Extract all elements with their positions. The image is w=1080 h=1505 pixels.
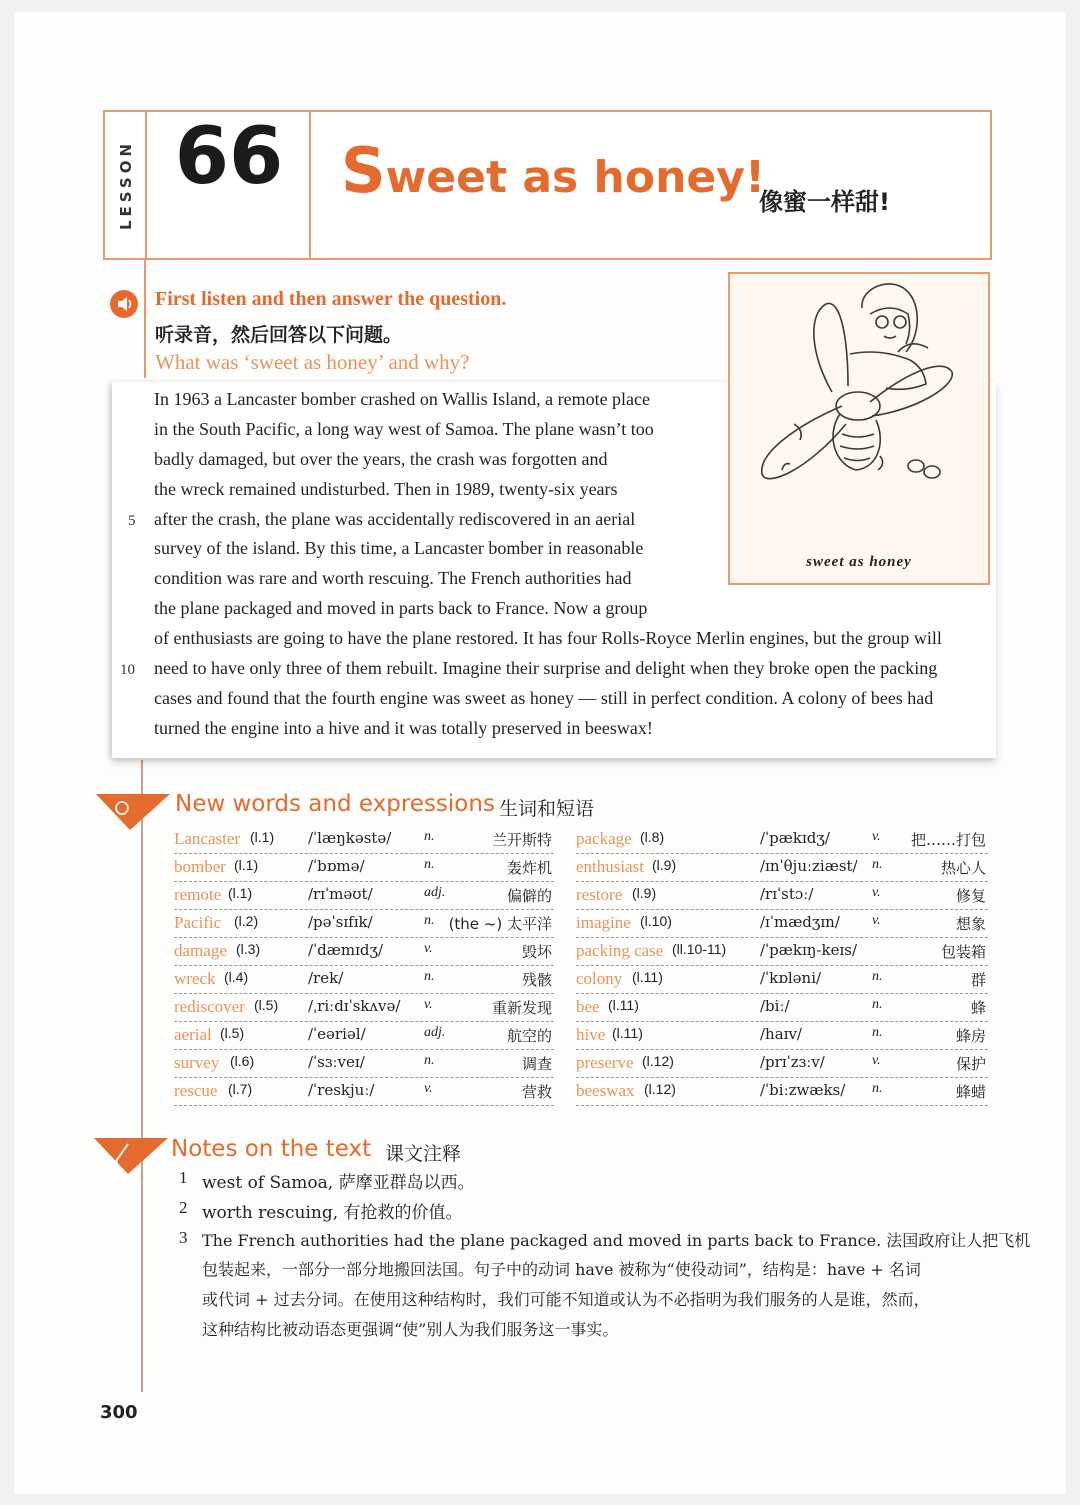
vocab-ref: (l.9)	[632, 885, 657, 901]
line-number: 10	[120, 662, 135, 678]
notes-section-title-cn: 课文注释	[385, 1143, 462, 1165]
vocab-word: rescue	[174, 1081, 218, 1100]
vocab-row	[576, 826, 988, 854]
vocab-cn: 蜂	[970, 999, 986, 1017]
vocab-row	[576, 1078, 988, 1106]
vocab-word: packing case	[576, 941, 664, 960]
vocab-pos: n.	[424, 969, 435, 984]
vocab-pos: adj.	[424, 1025, 446, 1040]
lesson-label-cell	[105, 112, 147, 258]
vocab-ipa: /ˈkɒləni/	[760, 969, 822, 987]
vocab-section-title-cn: 生词和短语	[499, 798, 595, 820]
vocab-ref: (l.4)	[224, 969, 249, 985]
note-text: west of Samoa, 萨摩亚群岛以西。	[202, 1173, 475, 1193]
vocab-ipa: /ˈreskjuː/	[308, 1081, 375, 1099]
vocab-ipa: /rɪˈməʊt/	[308, 885, 373, 903]
passage-line: cases and found that the fourth engine was sweet as honey — still in perfect condition. A colony of bees had	[154, 688, 934, 708]
title-initial: S	[341, 134, 386, 207]
lesson-label: LESSON	[117, 139, 135, 231]
line-number: 5	[128, 513, 136, 529]
vocab-pos: v.	[424, 1081, 433, 1096]
note-number: 3	[179, 1228, 188, 1247]
note-text: 或代词 + 过去分词。在使用这种结构时，我们可能不知道或认为不必指明为我们服务的人是谁，然而，	[202, 1290, 930, 1309]
vocab-ipa: /haɪv/	[760, 1025, 802, 1043]
vocab-cn: 毁坏	[521, 943, 552, 961]
vocab-ref: (l.7)	[228, 1081, 253, 1097]
vocab-ipa: /ˌriːdɪˈskʌvə/	[308, 997, 401, 1015]
note-text: 包装起来，一部分一部分地搬回法国。句子中的动词 have 被称为“使役动词”，结构是：have + 名词	[202, 1260, 921, 1279]
listen-instruction: First listen and then answer the question.	[155, 288, 507, 310]
vocab-pos: v.	[872, 885, 881, 900]
lesson-number: 66	[149, 112, 311, 258]
vocab-row	[174, 1050, 554, 1078]
vocab-pos: n.	[872, 997, 883, 1012]
vocab-word: restore	[576, 885, 623, 904]
vocab-pos: v.	[424, 997, 433, 1012]
vocab-ipa: /ˈpækɪdʒ/	[760, 829, 830, 847]
lightbulb-icon	[96, 790, 170, 830]
vocab-pos: n.	[872, 969, 883, 984]
passage-line: the plane packaged and moved in parts back to France. Now a group	[154, 598, 648, 618]
vocab-row	[576, 910, 988, 938]
comprehension-question: What was ‘sweet as honey’ and why?	[155, 350, 470, 374]
lesson-header	[103, 110, 992, 260]
vocab-word: survey	[174, 1053, 220, 1072]
illustration	[728, 272, 990, 585]
vocab-ipa: /ˈsɜːveɪ/	[308, 1053, 365, 1071]
lesson-title	[341, 134, 765, 207]
vocab-cn: 保护	[955, 1055, 986, 1073]
illustration-caption: sweet as honey	[806, 554, 912, 570]
vocab-row	[174, 994, 554, 1022]
vocab-row	[576, 1022, 988, 1050]
vocab-cn: 航空的	[506, 1027, 552, 1045]
vocab-ipa: /rɪˈstɔː/	[760, 885, 814, 903]
vocab-pos: adj.	[424, 885, 446, 900]
vocab-cn: 群	[970, 971, 986, 989]
vocab-ref: (l.1)	[250, 829, 275, 845]
vocab-ref: (l.5)	[220, 1025, 245, 1041]
vocab-ref: (l.11)	[632, 969, 663, 985]
vocab-cn: 残骸	[521, 971, 552, 989]
vocab-row	[576, 994, 988, 1022]
vocab-pos: n.	[872, 1025, 883, 1040]
title-rest: weet as honey!	[385, 152, 766, 203]
vocab-word: enthusiast	[576, 857, 644, 876]
vocab-cn: 营救	[521, 1083, 552, 1101]
vocab-cn: 兰开斯特	[491, 831, 552, 849]
vocab-row	[576, 966, 988, 994]
vocab-cn: 修复	[955, 887, 986, 905]
note-number: 2	[179, 1198, 188, 1217]
vocab-pos: v.	[872, 829, 881, 844]
vocab-row	[174, 938, 554, 966]
vocab-cn: 调查	[521, 1055, 552, 1073]
vocab-cn: 想象	[955, 915, 986, 933]
vocab-ref: (l.11)	[608, 997, 639, 1013]
listen-instruction-cn: 听录音，然后回答以下问题。	[155, 324, 403, 346]
vocab-pos: n.	[872, 857, 883, 872]
vocab-ref: (l.12)	[642, 1053, 674, 1069]
vocab-ref: (l.8)	[640, 829, 665, 845]
vocab-pos: v.	[872, 913, 881, 928]
vocab-cn: 蜂房	[955, 1027, 986, 1045]
page-number: 300	[100, 1402, 138, 1423]
vocab-section-title: New words and expressions	[175, 791, 495, 817]
passage-line: of enthusiasts are going to have the plane restored. It has four Rolls-Royce Merlin engines, but the group will	[154, 628, 942, 648]
vocab-word: package	[576, 829, 632, 848]
vocab-ref: (l.10)	[640, 913, 672, 929]
pilot-propeller-illustration	[730, 274, 988, 549]
vocab-pos: n.	[424, 857, 435, 872]
vocab-word: damage	[174, 941, 227, 960]
passage-line: survey of the island. By this time, a Lancaster bomber in reasonable	[154, 538, 644, 558]
passage-line: in the South Pacific, a long way west of Samoa. The plane wasn’t too	[154, 419, 654, 439]
vocab-cn: 热心人	[940, 859, 986, 877]
pen-icon	[94, 1134, 168, 1174]
vocab-pos: v.	[424, 941, 433, 956]
vocab-word: bee	[576, 997, 600, 1016]
vocab-word: colony	[576, 969, 623, 988]
vocab-ipa: /pəˈsɪfɪk/	[308, 913, 373, 931]
vocab-word: remote	[174, 885, 222, 904]
vocab-cn: 蜂蜡	[955, 1083, 986, 1101]
vocab-pos: v.	[872, 1053, 881, 1068]
vocab-word: Lancaster	[174, 829, 241, 848]
vocab-ipa: /ˈeəriəl/	[308, 1025, 366, 1043]
vocab-word: beeswax	[576, 1081, 635, 1100]
vocab-word: preserve	[576, 1053, 634, 1072]
passage-line: turned the engine into a hive and it was totally preserved in beeswax!	[154, 718, 653, 738]
audio-speaker-icon[interactable]	[110, 290, 138, 318]
vocab-row	[576, 938, 988, 966]
vocab-ipa: /rek/	[308, 969, 344, 987]
passage-line: need to have only three of them rebuilt. Imagine their surprise and delight when they broke open the packing	[154, 658, 938, 678]
lesson-title-cn: 像蜜一样甜!	[759, 188, 890, 216]
vocab-ipa: /prɪˈzɜːv/	[760, 1053, 825, 1071]
vocab-ref: (l.3)	[236, 941, 261, 957]
vocab-pos: n.	[424, 1053, 435, 1068]
vocab-cn: 轰炸机	[506, 859, 552, 877]
vocab-ipa: /biː/	[760, 997, 790, 1015]
margin-rule	[144, 260, 146, 378]
vocab-ref: (ll.10-11)	[672, 941, 727, 957]
vocab-pos: n.	[424, 913, 435, 928]
vocab-row	[174, 1078, 554, 1106]
vocab-ref: (l.11)	[612, 1025, 643, 1041]
vocab-ref: (l.1)	[234, 857, 259, 873]
vocab-pos: n.	[424, 829, 435, 844]
vocab-ipa: /ɪnˈθjuːziæst/	[760, 857, 858, 875]
vocab-word: hive	[576, 1025, 606, 1044]
vocab-word: aerial	[174, 1025, 212, 1044]
margin-rule-lower	[141, 760, 143, 1392]
vocab-ipa: /ˈdæmɪdʒ/	[308, 941, 384, 959]
passage-line: after the crash, the plane was accidentally rediscovered in an aerial	[154, 509, 636, 529]
note-text: The French authorities had the plane packaged and moved in parts back to France. 法国政府让人把飞机	[202, 1231, 1031, 1250]
vocab-row	[174, 826, 554, 854]
vocab-row	[174, 966, 554, 994]
vocab-ref: (l.2)	[234, 913, 259, 929]
vocab-ref: (l.5)	[254, 997, 279, 1013]
vocab-ref: (l.9)	[652, 857, 677, 873]
passage-line: the wreck remained undisturbed. Then in 1989, twenty-six years	[154, 479, 618, 499]
vocab-row	[174, 910, 554, 938]
vocab-word: bomber	[174, 857, 226, 876]
note-number: 1	[179, 1168, 188, 1187]
vocab-cn: 包装箱	[940, 943, 986, 961]
vocab-ref: (l.12)	[644, 1081, 676, 1097]
vocab-row	[174, 854, 554, 882]
passage-line: badly damaged, but over the years, the crash was forgotten and	[154, 449, 608, 469]
vocab-row	[576, 882, 988, 910]
vocab-ref: (l.1)	[228, 885, 253, 901]
vocab-cn: (the ~) 太平洋	[448, 915, 552, 933]
vocab-row	[576, 854, 988, 882]
notes-section-title: Notes on the text	[171, 1136, 372, 1162]
vocab-ipa: /ˈlæŋkəstə/	[308, 829, 392, 847]
vocab-word: rediscover	[174, 997, 245, 1016]
vocab-word: imagine	[576, 913, 631, 932]
passage-line: In 1963 a Lancaster bomber crashed on Wallis Island, a remote place	[154, 389, 651, 409]
vocab-ipa: /ˈbiːzwæks/	[760, 1081, 846, 1099]
vocab-cn: 把……打包	[910, 831, 986, 849]
note-text: 这种结构比被动语态更强调“使”别人为我们服务这一事实。	[202, 1320, 619, 1339]
vocab-cn: 重新发现	[491, 999, 552, 1017]
vocab-ref: (l.6)	[230, 1053, 255, 1069]
vocab-word: Pacific	[174, 913, 222, 932]
vocab-row	[576, 1050, 988, 1078]
note-text: worth rescuing, 有抢救的价值。	[202, 1203, 463, 1223]
vocab-row	[174, 1022, 554, 1050]
vocab-word: wreck	[174, 969, 216, 988]
vocab-row	[174, 882, 554, 910]
vocab-cn: 偏僻的	[506, 887, 552, 905]
vocab-pos: n.	[872, 1081, 883, 1096]
passage-line: condition was rare and worth rescuing. The French authorities had	[154, 568, 632, 588]
vocab-ipa: /ˈpækɪŋ-keɪs/	[760, 941, 858, 959]
vocab-ipa: /ɪˈmædʒɪn/	[760, 913, 840, 931]
vocab-ipa: /ˈbɒmə/	[308, 857, 365, 875]
